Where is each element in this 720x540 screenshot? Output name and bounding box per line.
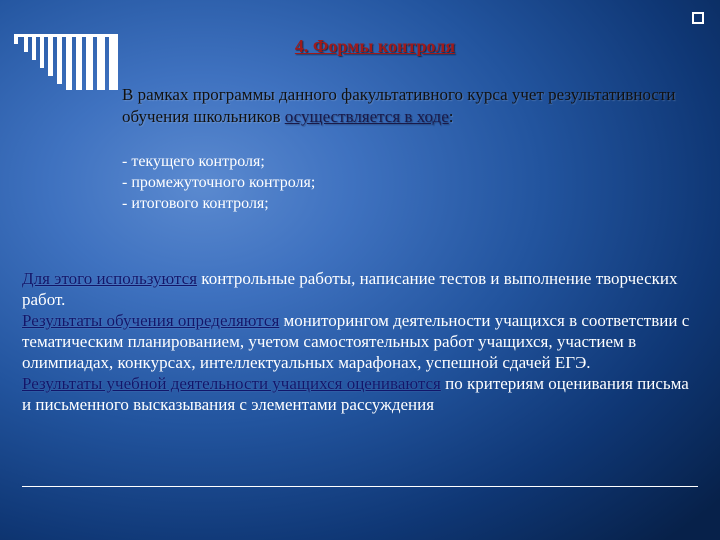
paragraph-assessment — [22, 373, 702, 415]
paragraph-text: контрольные работы, написание тестов и выполнение творческих работ. — [22, 269, 678, 309]
list-item: - текущего контроля; — [122, 153, 265, 170]
paragraph-lead: Для этого используются — [22, 269, 198, 288]
slide-title: 4. Формы контроля — [294, 36, 456, 56]
paragraph-text: по критериям оценивания письма и письменного высказывания с элементами рассуждения — [22, 374, 689, 414]
intro-emphasis: осуществляется в ходе — [284, 107, 449, 126]
intro-main: В рамках программы данного факультативного курса учет результативности обучения школьников — [122, 85, 676, 126]
paragraph-lead: Результаты обучения определяются — [22, 311, 280, 330]
intro-text — [122, 84, 697, 128]
bottom-divider — [22, 486, 698, 487]
list-item: - итогового контроля; — [122, 195, 269, 212]
intro-tail: : — [448, 107, 454, 126]
body-text — [22, 268, 702, 415]
corner-square-icon — [692, 12, 704, 24]
paragraph-lead: Результаты учебной деятельности учащихся оцениваются — [22, 374, 441, 393]
paragraph-results — [22, 310, 702, 373]
control-types-list — [122, 151, 315, 214]
list-item: - промежуточного контроля; — [122, 174, 316, 191]
paragraph-methods — [22, 268, 702, 310]
paragraph-text: мониторингом деятельности учащихся в соответствии с тематическим планированием, учетом самостоятельных работ учащихся, участием в олимпиадах, конкурсах, интеллектуальных марафонах, успешной сдачей ЕГЭ. — [22, 311, 690, 372]
